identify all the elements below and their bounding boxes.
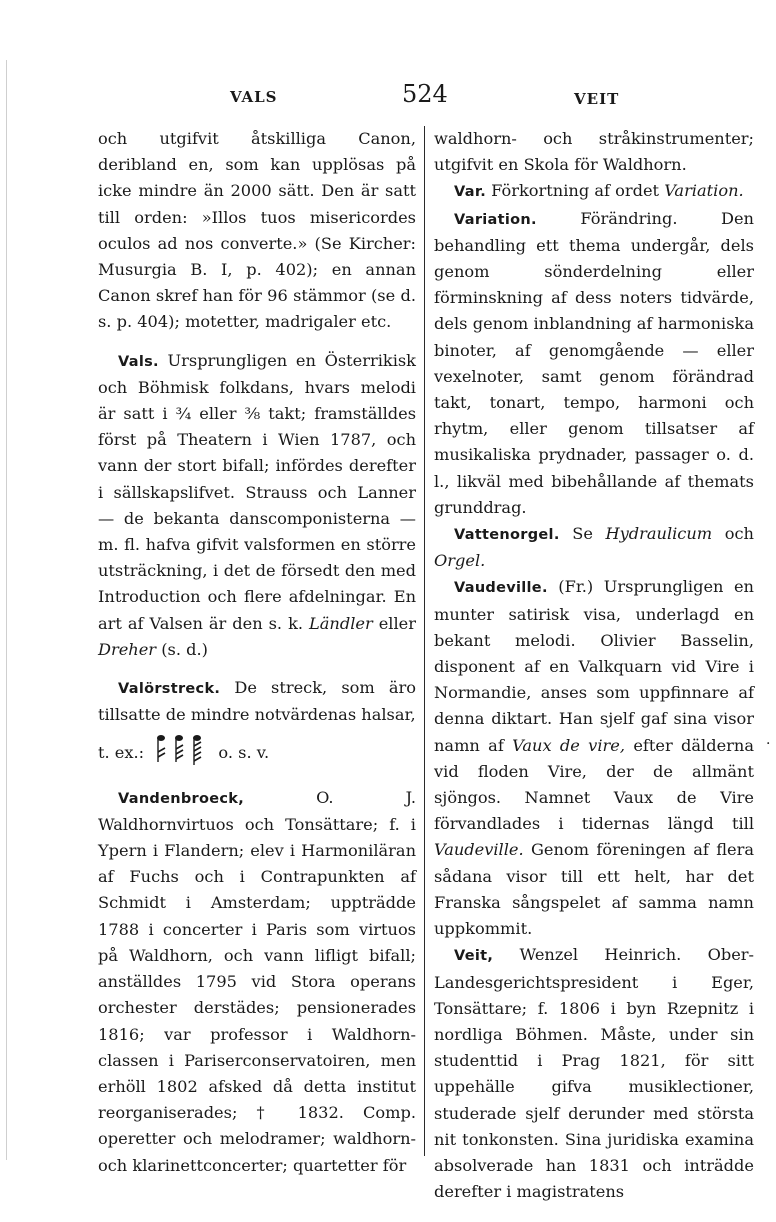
headword-var: Var. [454, 184, 487, 201]
example-suffix: o. s. v. [218, 743, 270, 763]
entry-vattenorgel-body: Se [572, 524, 593, 544]
headword-vandenbroeck: Vandenbroeck, [118, 790, 245, 807]
example-prefix: t. ex.: [98, 743, 145, 763]
right-intro-text: waldhorn- och stråkinstrumenter; utgifvit en Skola för Waldhorn. [434, 129, 754, 175]
entry-vaudeville [434, 574, 754, 942]
headword-variation: Variation. [454, 211, 537, 228]
term-hydraulicum: Hydraulicum [605, 524, 713, 544]
headword-vaudeville: Vaudeville. [454, 580, 548, 597]
running-header [90, 80, 740, 120]
page-number: 524 [402, 80, 448, 108]
headword-vals: Vals. [118, 353, 159, 370]
flagged-notes-icon [155, 732, 207, 766]
entry-veit-body: Wenzel Heinrich. Ober-Landesgerichtspresident i Eger, Tonsättare; f. 1806 i byn Rzepnitz i nordliga Böhmen. Måste, under sin studenttid i Prag 1821, för sitt uppehälle gifva musiklectioner, studerade sjelf derunder med största nit tonkonsten. Sina juridiska examina absolverade han 1831 och inträdde derefter i magistratens [434, 945, 754, 1202]
term-dreher: Dreher [98, 639, 157, 659]
headword-veit: Veit, [454, 948, 494, 965]
entry-vaudeville-body-3: Genom föreningen af flera sådana visor till ett helt, har det Franska sångspelet af samma namn uppkommit. [434, 840, 754, 939]
entry-vandenbroeck [98, 785, 416, 1179]
header-right-word: VEIT [574, 90, 620, 108]
entry-vals-tail: (s. d.) [161, 639, 208, 659]
entry-var [434, 178, 754, 205]
term-orgel: Orgel. [434, 551, 486, 571]
right-column [434, 126, 754, 1205]
entry-vaudeville-body-1: (Fr.) Ursprungligen en munter satirisk visa, underlagd en bekant melodi. Olivier Basselin, disponent af en Valkquarn vid Vire i Normandie, anses som uppfinnare af denna diktart. Han sjelf gaf sina visor namn af [434, 577, 754, 755]
headword-vattenorgel: Vattenorgel. [454, 527, 560, 544]
page-edge-line [6, 60, 7, 1160]
entry-vals [98, 348, 416, 663]
left-intro-text: och utgifvit åtskilliga Canon, deribland en, som kan upplösas på icke mindre än 2000 sätt. Den är satt till orden: »Illos tuos misericordes oculos ad nos converte.» (Se Kircher: Musurgia B. I, p. 402); en annan Canon skref han för 96 stämmor (se d. s. p. 404); motetter, madrigaler etc. [98, 129, 416, 332]
header-left-word: VALS [230, 88, 278, 106]
entry-vattenorgel [434, 521, 754, 574]
entry-variation [434, 206, 754, 521]
entry-vandenbroeck-body: O. J. Waldhornvirtuos och Tonsättare; f. i Ypern i Flandern; elev i Harmoniläran af Fuchs och i Contrapunkten af Schmidt i Amsterdam; uppträdde 1788 i concerter i Paris som virtuos på Waldhorn, och vann lifligt bifall; anställdes 1795 vid Stora operans orchester derstädes; pensionerades 1816; var professor i Waldhorn-classen i Pariserconservatoiren, men erhöll 1802 afsked då detta institut reorganiserades; † 1832. Comp. operetter och melodramer; waldhorn- och klarinettconcerter; quartetter för [98, 787, 416, 1175]
entry-variation-body: Förändring. Den behandling ett thema undergår, dels genom sönderdelning eller förminskning af dess noters tidvärde, dels genom inblandning af harmoniska binoter, af genomgående — eller vexelnoter, samt genom förändrad takt, tonart, tempo, harmoni och rhytm, eller genom tillsatser af musikaliska prydnader, passager o. d. l., likväl med bibehållande af themats grunddrag. [434, 208, 754, 517]
entry-valorstreck-body: De streck, som äro tillsatte de mindre notvärdenas halsar, [98, 678, 416, 725]
term-landler: Ländler [309, 613, 373, 633]
entry-vattenorgel-mid: och [724, 524, 754, 544]
entry-vals-mid: eller [378, 613, 416, 633]
term-vaux-de-vire: Vaux de vire, [512, 735, 625, 755]
term-variation: Variation. [664, 181, 744, 201]
entry-var-body: Förkortning af ordet [491, 181, 660, 201]
entry-vaudeville-body-2: efter dälderna vid floden Vire, der de allmänt sjöngos. Namnet Vaux de Vire förvandlades i tidernas längd till [434, 735, 754, 834]
column-divider [424, 126, 425, 1156]
left-column [98, 126, 416, 1179]
entry-valorstreck [98, 675, 416, 728]
entry-vals-body: Ursprungligen en Österrikisk och Böhmisk folkdans, hvars melodi är satt i ¾ eller ⅜ takt; framställdes först på Theatern i Wien 1787, och vann der stort bifall; infördes derefter i sällskapslifvet. Strauss och Lanner — de bekanta danscomponisterna — m. fl. hafva gifvit valsformen en större utsträckning, i det de försedt den med Introduction och flere afdelningar. En art af Valsen är den s. k. [98, 350, 416, 633]
headword-valorstreck: Valörstreck. [118, 681, 221, 698]
term-vaudeville: Vaudeville. [434, 840, 524, 860]
stray-mark: · [766, 736, 771, 752]
entry-veit [434, 942, 754, 1205]
valorstreck-example [98, 732, 416, 766]
